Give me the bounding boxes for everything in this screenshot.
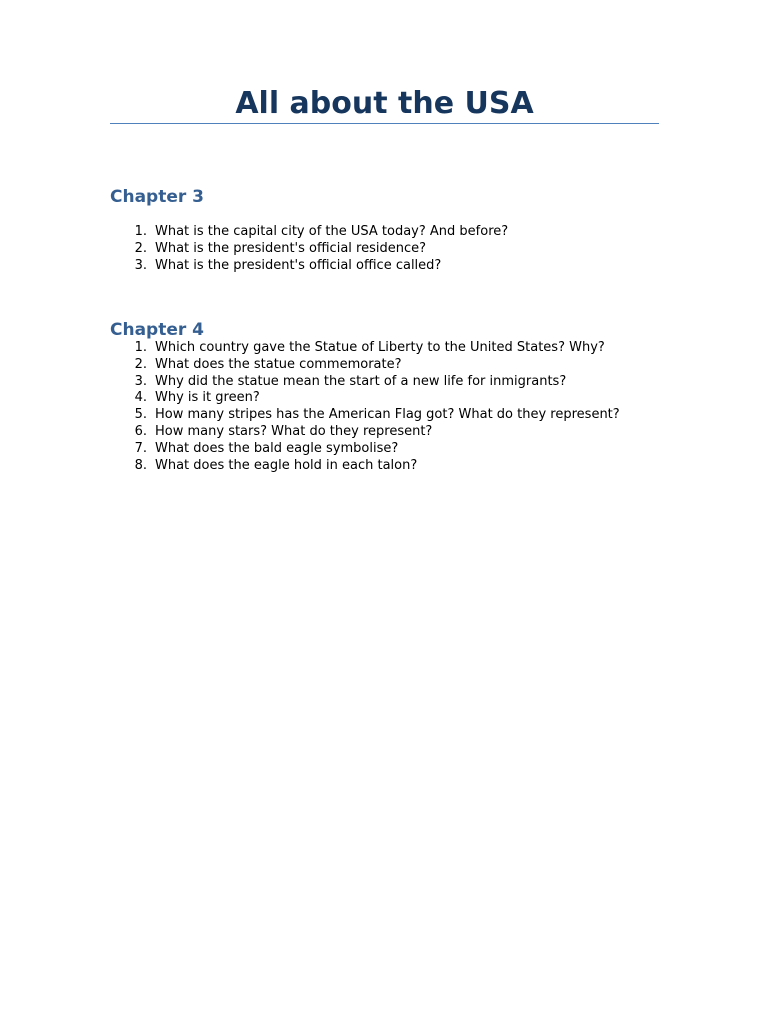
list-item-number: 2. [134, 240, 147, 256]
list-item-text: What is the capital city of the USA today? And before? [155, 224, 509, 239]
list-item-text: What is the president's official residence? [155, 240, 427, 256]
list-item-text: What does the eagle hold in each talon? [155, 457, 418, 473]
list-item-number: 8. [134, 457, 147, 473]
list-item-text: What is the president's official office called? [155, 257, 442, 273]
list-item [110, 458, 670, 475]
list-item [110, 441, 670, 458]
list-item [110, 407, 670, 424]
list-item-number: 7. [134, 440, 147, 456]
chapter-4-question-list [110, 340, 670, 474]
list-item-text: What does the bald eagle symbolise? [155, 440, 399, 456]
list-item [110, 224, 670, 241]
list-item [110, 424, 670, 441]
chapter-3-heading: Chapter 3 [110, 187, 205, 207]
list-item [110, 390, 670, 407]
list-item-number: 6. [134, 423, 147, 439]
list-item-text: Which country gave the Statue of Liberty to the United States? Why? [155, 340, 605, 355]
list-item [110, 374, 670, 391]
list-item-text: Why is it green? [155, 390, 260, 406]
document-title: All about the USA [235, 86, 534, 121]
list-item [110, 340, 670, 357]
list-item-number: 3. [134, 257, 147, 273]
list-item-number: 2. [134, 356, 147, 372]
chapter-3-question-list [110, 224, 670, 274]
list-item-text: Why did the statue mean the start of a new life for inmigrants? [155, 373, 567, 389]
list-item-text: How many stripes has the American Flag got? What do they represent? [155, 407, 620, 423]
list-item [110, 357, 670, 374]
title-underline [110, 123, 659, 124]
list-item-number: 3. [134, 373, 147, 389]
list-item-number: 1. [134, 224, 147, 239]
list-item-text: How many stars? What do they represent? [155, 423, 433, 439]
list-item-text: What does the statue commemorate? [155, 356, 402, 372]
list-item-number: 5. [134, 407, 147, 423]
list-item [110, 241, 670, 258]
list-item-number: 1. [134, 340, 147, 355]
list-item [110, 258, 670, 275]
list-item-number: 4. [134, 390, 147, 406]
chapter-4-heading: Chapter 4 [110, 320, 205, 340]
